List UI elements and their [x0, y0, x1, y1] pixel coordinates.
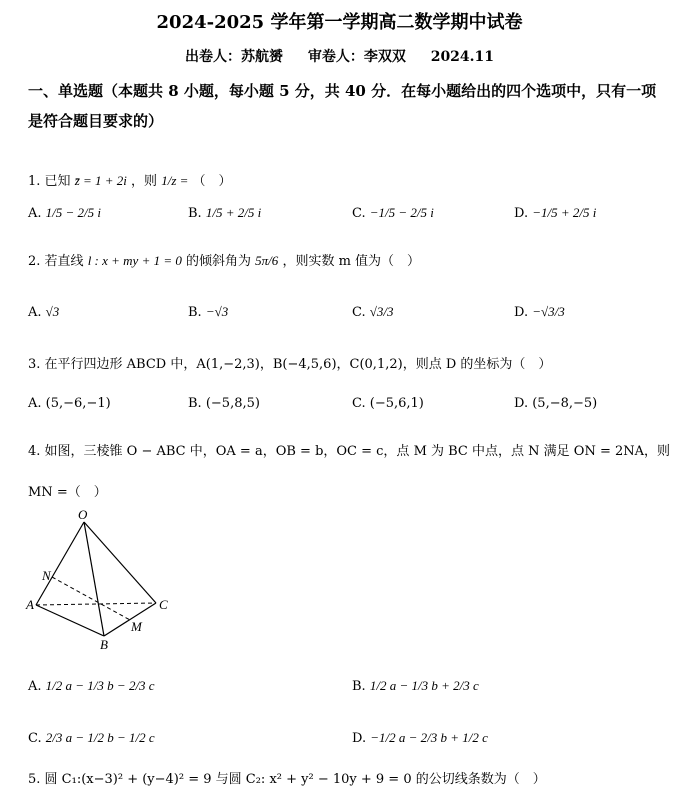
q3-option-b-text: (−5,8,5) — [205, 396, 260, 411]
label-m: M — [131, 619, 142, 634]
edge-ab — [36, 605, 104, 636]
section-heading: 一、单选题（本题共 8 小题，每小题 5 分，共 40 分．在每小题给出的四个选项中，只有一项 — [28, 82, 657, 100]
q2-option-d: D. −√3/3 — [514, 304, 565, 320]
edge-oa — [36, 522, 84, 605]
exam-authors — [0, 46, 679, 66]
q1-option-a-text: 1/5 − 2/5 i — [45, 205, 102, 220]
exam-title: 2024-2025 学年第一学期高二数学期中试卷 — [156, 12, 523, 33]
label-b: B — [100, 637, 108, 652]
q1-given: z̄ = 1 + 2i — [74, 173, 127, 188]
q1-option-d-text: −1/5 + 2/5 i — [532, 205, 597, 220]
q3-option-d-text: (5,−8,−5) — [532, 396, 598, 411]
label-o: O — [78, 507, 88, 522]
q1-target: 1/z = — [161, 173, 189, 188]
q1-option-b-text: 1/5 + 2/5 i — [205, 205, 262, 220]
q3-option-b: B. (−5,8,5) — [188, 396, 260, 411]
label-n: N — [42, 568, 51, 583]
edge-oc — [84, 522, 156, 603]
question-3-stem: 3. 在平行四边形 ABCD 中，A(1,−2,3)，B(−4,5,6)，C(0,1,2)，则点 D 的坐标为（ ） — [28, 357, 552, 372]
reviewer: 审卷人：李双双 — [307, 49, 406, 65]
section-heading-cont: 是符合题目要求的） — [28, 112, 164, 130]
q4-option-c-text: 2/3 a − 1/2 b − 1/2 c — [45, 730, 155, 745]
setter: 出卷人：苏航赟 — [184, 49, 283, 65]
q4-option-d-text: −1/2 a − 2/3 b + 1/2 c — [370, 730, 488, 745]
question-2-stem: 2. 若直线 l : x + my + 1 = 0 的倾斜角为 5π/6 ，则实数 m 值为（ ） — [28, 253, 421, 269]
q4-option-d: D. −1/2 a − 2/3 b + 1/2 c — [352, 730, 488, 746]
q2-line: l : x + my + 1 = 0 — [87, 253, 182, 268]
q3-option-c-text: (−5,6,1) — [369, 396, 424, 411]
q1-option-a: A. 1/5 − 2/5 i — [28, 205, 102, 221]
label-a: A — [26, 597, 34, 612]
question-5-partial: 5. 圆 C₁:(x−3)² + (y−4)² = 9 与圆 C₂: x² + y² − 10y + 9 = 0 的公切线条数为（ ） — [28, 772, 546, 787]
q2-option-c-text: √3/3 — [369, 304, 394, 319]
edge-ob — [84, 522, 104, 636]
q2-option-a: A. √3 — [28, 304, 60, 320]
q1-option-d: D. −1/5 + 2/5 i — [514, 205, 597, 221]
segment-mn — [52, 577, 130, 620]
q2-angle: 5π/6 — [255, 253, 279, 268]
question-1-stem: 1. 已知 z̄ = 1 + 2i ，则 1/z = （ ） — [28, 173, 232, 189]
q2-option-d-text: −√3/3 — [532, 304, 565, 319]
tetrahedron-figure — [24, 507, 184, 652]
q4-option-a: A. 1/2 a − 1/3 b − 2/3 c — [28, 678, 155, 694]
q1-option-c: C. −1/5 − 2/5 i — [352, 205, 434, 221]
q2-option-a-text: √3 — [45, 304, 60, 319]
q4-option-a-text: 1/2 a − 1/3 b − 2/3 c — [45, 678, 155, 693]
exam-date: 2024.11 — [430, 49, 495, 65]
edge-ac-hidden — [36, 603, 156, 605]
q3-option-d: D. (5,−8,−5) — [514, 396, 598, 411]
q1-option-c-text: −1/5 − 2/5 i — [369, 205, 434, 220]
q3-option-c: C. (−5,6,1) — [352, 396, 424, 411]
q2-option-b-text: −√3 — [205, 304, 229, 319]
q3-option-a-text: (5,−6,−1) — [45, 396, 111, 411]
q2-option-b: B. −√3 — [188, 304, 229, 320]
question-4-stem-cont: MN =（ ） — [28, 485, 107, 500]
q1-option-b: B. 1/5 + 2/5 i — [188, 205, 262, 221]
q4-option-b: B. 1/2 a − 1/3 b + 2/3 c — [352, 678, 479, 694]
edge-bc — [104, 603, 156, 636]
label-c: C — [159, 597, 168, 612]
q4-option-c: C. 2/3 a − 1/2 b − 1/2 c — [28, 730, 155, 746]
q2-option-c: C. √3/3 — [352, 304, 394, 320]
q3-option-a: A. (5,−6,−1) — [28, 396, 111, 411]
q4-option-b-text: 1/2 a − 1/3 b + 2/3 c — [369, 678, 479, 693]
question-4-stem: 4. 如图，三棱锥 O − ABC 中，OA = a，OB = b，OC = c，点 M 为 BC 中点，点 N 满足 ON = 2NA，则 — [28, 444, 671, 459]
